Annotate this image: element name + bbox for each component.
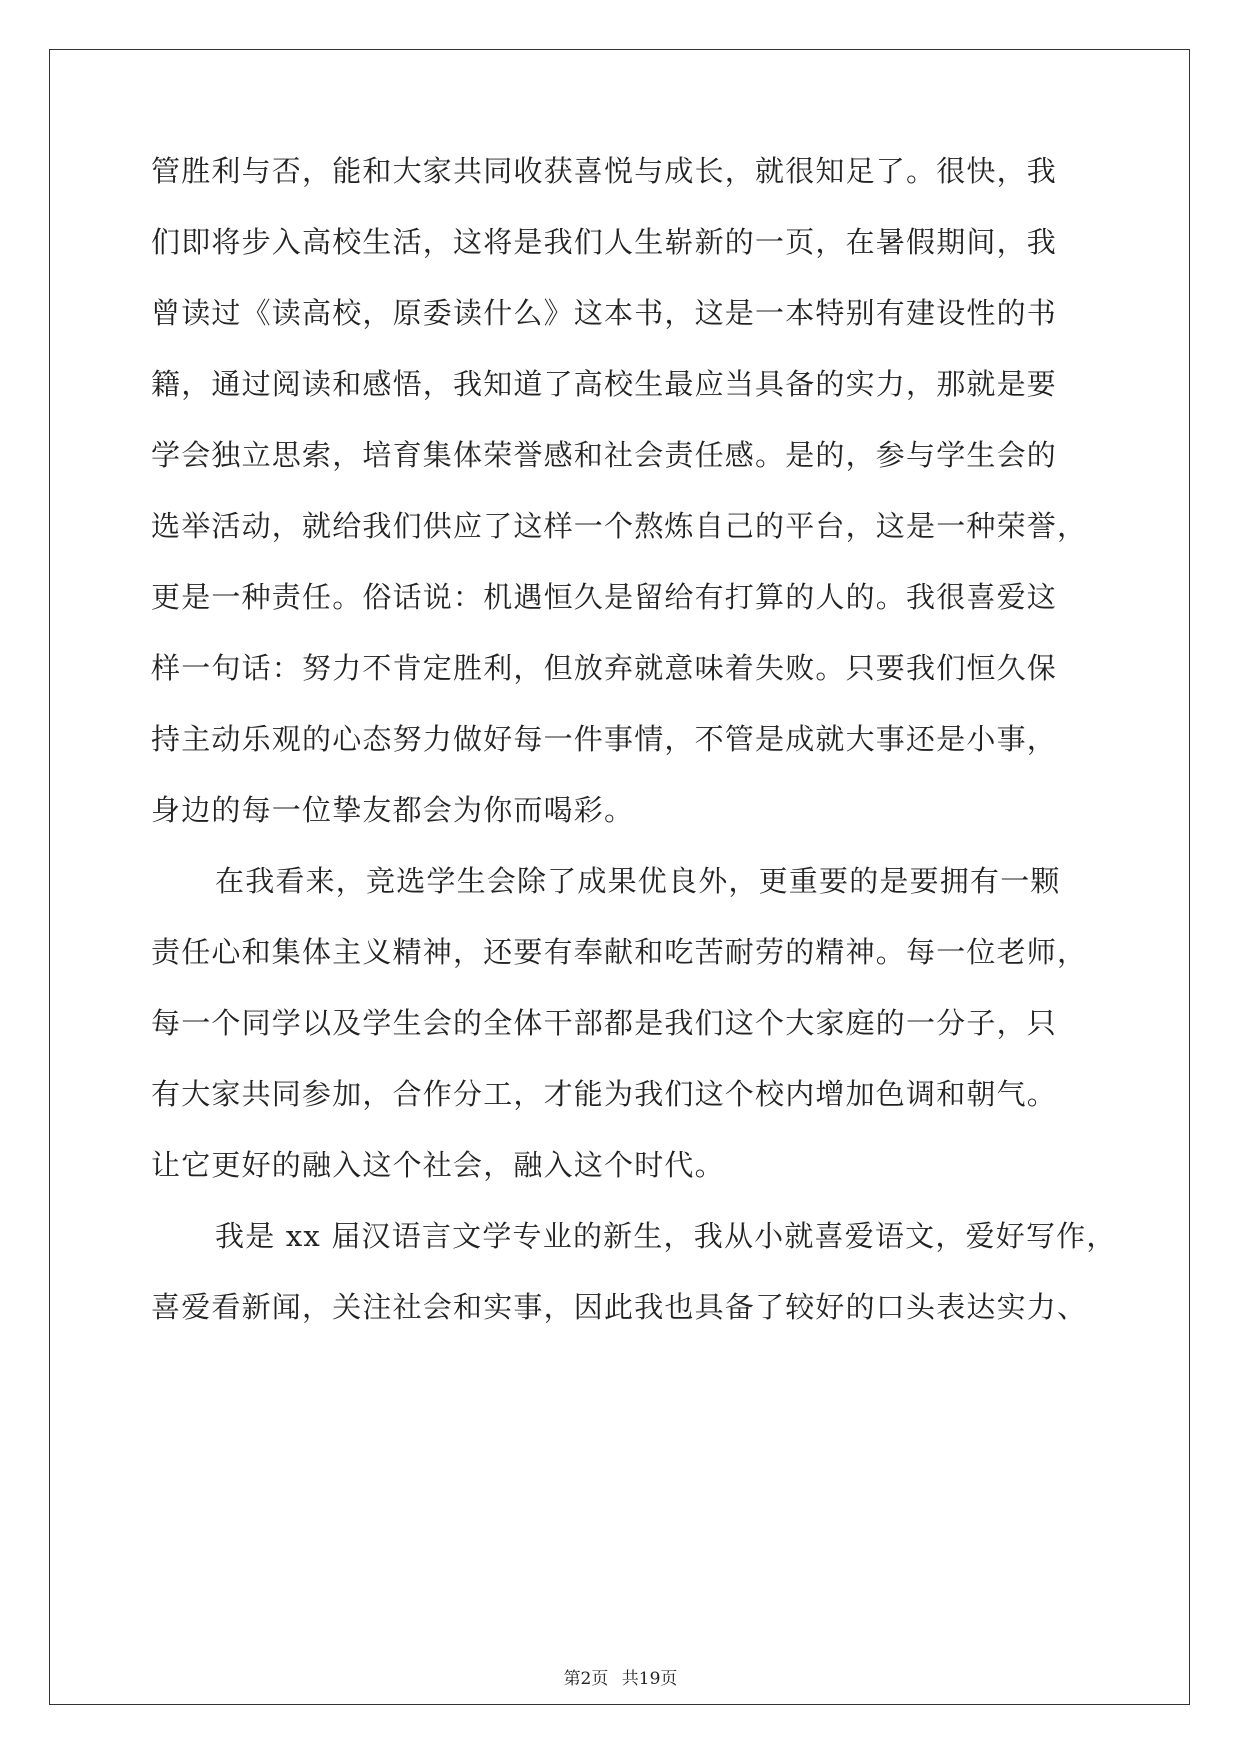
text-line: 曾读过《读高校，原委读什么》这本书，这是一本特别有建设性的书 <box>151 296 1058 330</box>
text-line: 籍，通过阅读和感悟，我知道了高校生最应当具备的实力，那就是要 <box>151 367 1058 401</box>
text-line: 身边的每一位挚友都会为你而喝彩。 <box>151 793 635 827</box>
text-line: 喜爱看新闻，关注社会和实事，因此我也具备了较好的口头表达实力、 <box>151 1290 1088 1324</box>
text-line: 每一个同学以及学生会的全体干部都是我们这个大家庭的一分子，只 <box>151 1006 1058 1040</box>
text-line: 在我看来，竞选学生会除了成果优良外，更重要的是要拥有一颗 <box>215 864 1061 898</box>
page-total: 共19页 <box>621 1669 678 1689</box>
text-line: 我是 xx 届汉语言文学专业的新生，我从小就喜爱语文，爱好写作， <box>215 1219 1117 1253</box>
text-line: 持主动乐观的心态努力做好每一件事情，不管是成就大事还是小事， <box>151 722 1058 756</box>
text-line: 有大家共同参加，合作分工，才能为我们这个校内增加色调和朝气。 <box>151 1077 1058 1111</box>
page-footer <box>0 1668 1241 1690</box>
text-line: 管胜利与否，能和大家共同收获喜悦与成长，就很知足了。很快，我 <box>151 154 1058 188</box>
text-line: 学会独立思索，培育集体荣誉感和社会责任感。是的，参与学生会的 <box>151 438 1058 472</box>
text-line: 更是一种责任。俗话说：机遇恒久是留给有打算的人的。我很喜爱这 <box>151 580 1058 614</box>
page-number: 第2页 <box>563 1669 609 1689</box>
text-line: 们即将步入高校生活，这将是我们人生崭新的一页，在暑假期间，我 <box>151 225 1058 259</box>
text-line: 选举活动，就给我们供应了这样一个熬炼自己的平台，这是一种荣誉， <box>151 509 1088 543</box>
text-line: 样一句话：努力不肯定胜利，但放弃就意味着失败。只要我们恒久保 <box>151 651 1058 685</box>
text-line: 让它更好的融入这个社会，融入这个时代。 <box>151 1148 725 1182</box>
text-line: 责任心和集体主义精神，还要有奉献和吃苦耐劳的精神。每一位老师， <box>151 935 1088 969</box>
